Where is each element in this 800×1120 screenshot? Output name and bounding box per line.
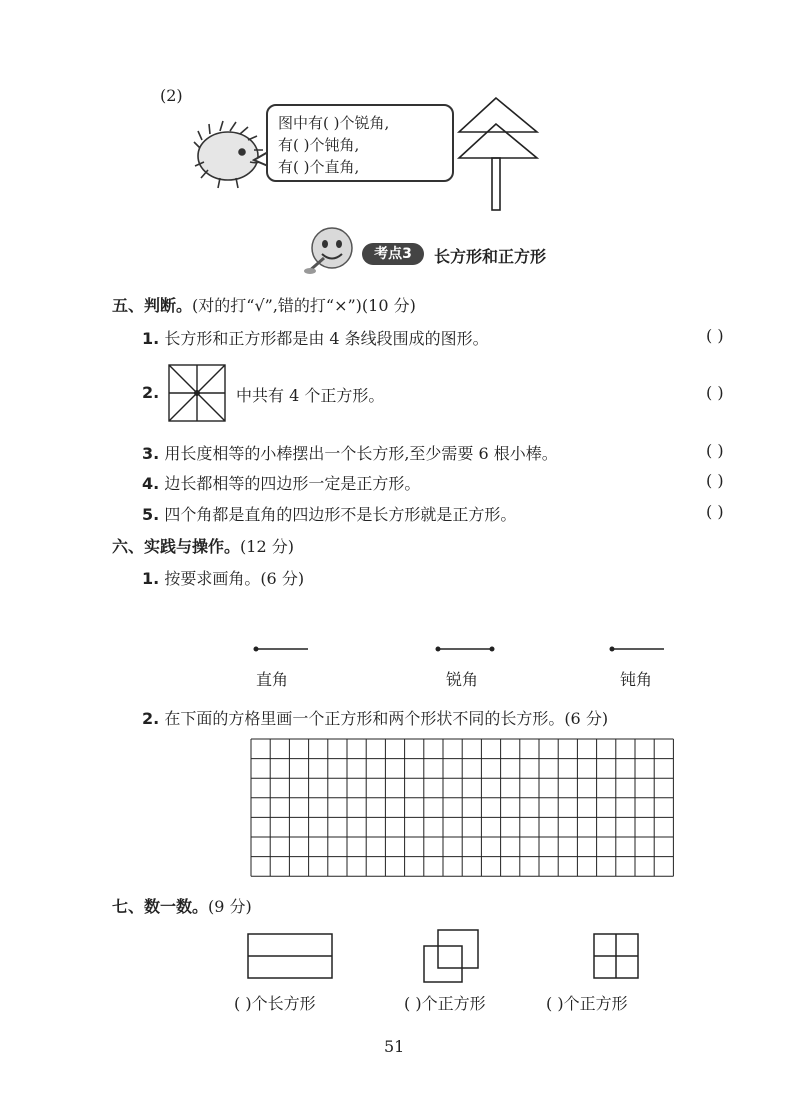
answer-blank[interactable]: ( )	[706, 471, 724, 490]
item-text: 按要求画角。(6 分)	[164, 569, 305, 588]
bubble-line-acute: 图中有( )个锐角,	[278, 114, 390, 132]
item-text: 中共有 4 个正方形。	[236, 386, 385, 405]
practice-item-1	[142, 566, 304, 589]
angle-label-right: 直角	[256, 670, 289, 689]
judge-item-4	[142, 471, 420, 494]
answer-blank[interactable]: ( )	[706, 383, 724, 402]
question-label: (2)	[160, 86, 183, 105]
section7-note: (9 分)	[208, 897, 252, 916]
item-text: 边长都相等的四边形一定是正方形。	[164, 474, 421, 493]
section5-heading: 五、判断。	[112, 296, 193, 315]
section6-title	[112, 534, 294, 557]
section7-heading: 七、数一数。	[112, 897, 209, 916]
tree-figure	[455, 94, 555, 216]
four-squares-figure	[592, 932, 640, 980]
item-text: 在下面的方格里画一个正方形和两个形状不同的长方形。(6 分)	[164, 709, 609, 728]
answer-rectangles[interactable]: ( )个长方形	[234, 994, 316, 1013]
item-number: 1.	[142, 329, 160, 348]
bubble-line-right: 有( )个直角,	[278, 158, 360, 176]
section5-note: (对的打“√”,错的打“×”)(10 分)	[192, 296, 416, 315]
drawing-grid[interactable]	[250, 738, 674, 878]
item-number: 5.	[142, 505, 160, 524]
section6-note: (12 分)	[240, 537, 294, 556]
item-text: 四个角都是直角的四边形不是长方形就是正方形。	[164, 505, 517, 524]
overlapping-squares-figure	[422, 928, 482, 986]
angle-rays	[240, 640, 680, 660]
page-number: 51	[384, 1037, 405, 1056]
angle-label-acute: 锐角	[446, 670, 479, 689]
answer-blank[interactable]: ( )	[706, 502, 724, 521]
judge-item-3	[142, 441, 558, 464]
item-number	[142, 383, 159, 402]
item-number: 4.	[142, 474, 160, 493]
banner-title: 长方形和正方形	[434, 247, 547, 266]
item-text: 长方形和正方形都是由 4 条线段围成的图形。	[164, 329, 489, 348]
judge-item-1	[142, 326, 489, 349]
speech-bubble	[266, 104, 454, 182]
angle-label-obtuse: 钝角	[620, 670, 653, 689]
banner-tag-text: 考点3	[374, 246, 412, 262]
section6-heading: 六、实践与操作。	[112, 537, 241, 556]
item-number: 2.	[142, 709, 160, 728]
judge-item-5	[142, 502, 516, 525]
square-grid-figure	[168, 364, 226, 422]
item-number-2: 2.	[142, 383, 160, 402]
section7-title	[112, 894, 252, 917]
answer-blank[interactable]: ( )	[706, 326, 724, 345]
answer-squares-2[interactable]: ( )个正方形	[546, 994, 628, 1013]
section5-title	[112, 293, 416, 316]
answer-blank[interactable]: ( )	[706, 441, 724, 460]
item-number: 3.	[142, 444, 160, 463]
smiley-sun-icon	[300, 224, 362, 280]
rectangle-figure	[246, 932, 336, 982]
banner-tag	[362, 243, 424, 265]
item-number: 1.	[142, 569, 160, 588]
practice-item-2	[142, 706, 608, 729]
bubble-line-obtuse: 有( )个钝角,	[278, 136, 360, 154]
item-text: 用长度相等的小棒摆出一个长方形,至少需要 6 根小棒。	[164, 444, 558, 463]
answer-squares-1[interactable]: ( )个正方形	[404, 994, 486, 1013]
